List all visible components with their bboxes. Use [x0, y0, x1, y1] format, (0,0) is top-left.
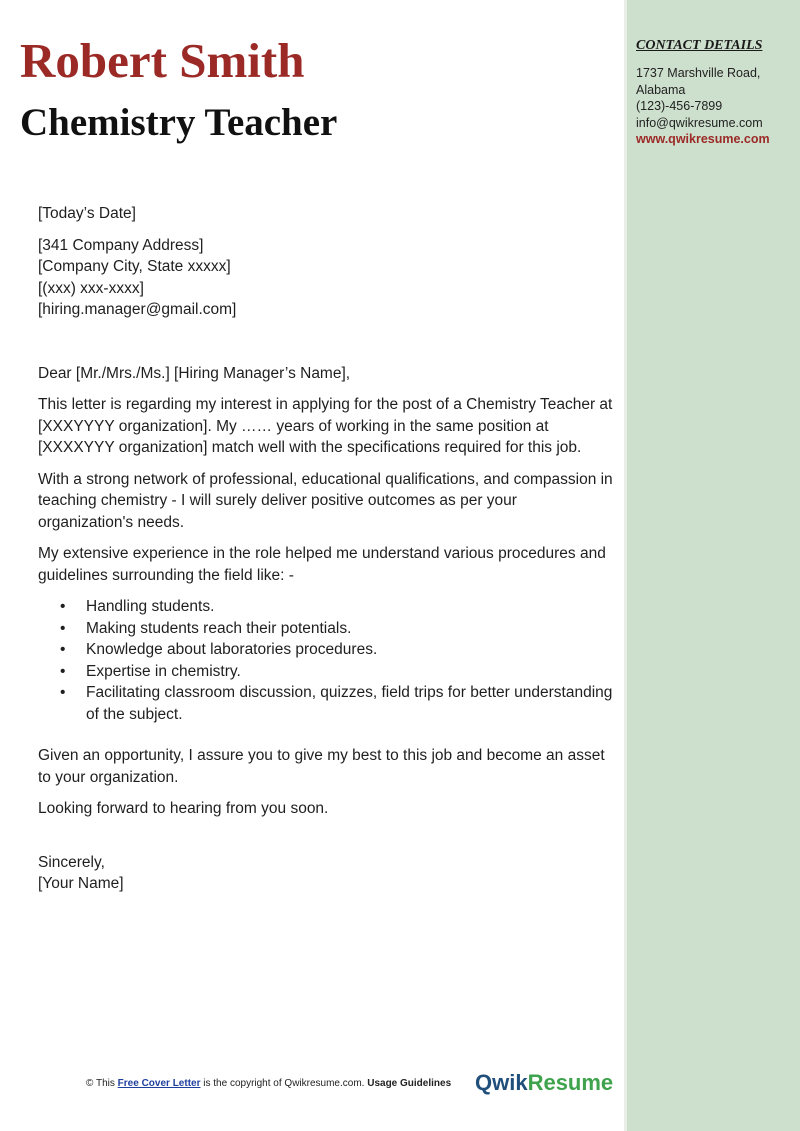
skills-list [38, 596, 613, 725]
list-item-text: Handling students. [86, 598, 215, 615]
letter-body [38, 203, 613, 895]
footer-copyright [86, 1078, 451, 1089]
bullet-icon: • [60, 641, 66, 658]
contact-sidebar [624, 0, 800, 1131]
signature-name: [Your Name] [38, 875, 124, 892]
free-cover-letter-link[interactable]: Free Cover Letter [117, 1078, 201, 1089]
contact-website[interactable]: www.qwikresume.com [636, 132, 770, 146]
paragraph-3: My extensive experience in the role helped me understand various procedures and guidelines surrounding the field like: - [38, 545, 606, 584]
logo-part-resume: Resume [527, 1070, 614, 1095]
salutation: Dear [Mr./Mrs./Ms.] [Hiring Manager’s Name], [38, 364, 351, 382]
company-address: [341 Company Address] [38, 236, 204, 254]
usage-guidelines-link[interactable]: Usage Guidelines [367, 1078, 452, 1089]
list-item-text: Expertise in chemistry. [86, 662, 241, 680]
qwikresume-logo [475, 1070, 613, 1096]
footer-text-middle: is the copyright of Qwikresume.com. [203, 1078, 365, 1089]
contact-phone: (123)-456-7899 [636, 99, 723, 113]
bullet-icon: • [60, 662, 66, 680]
copyright-icon: © [86, 1078, 94, 1089]
contact-details [636, 65, 796, 148]
list-item [38, 639, 613, 661]
list-item [38, 618, 613, 640]
list-item-text: Knowledge about laboratories procedures. [86, 641, 378, 658]
paragraph-4: Given an opportunity, I assure you to give my best to this job and become an asset to your organization. [38, 747, 605, 786]
bullet-icon: • [60, 598, 66, 615]
list-item [38, 596, 613, 618]
list-item [38, 661, 613, 683]
company-phone: [(xxx) xxx-xxxx] [38, 279, 144, 297]
footer-text-before: This [95, 1078, 115, 1089]
paragraph-1: This letter is regarding my interest in applying for the post of a Chemistry Teacher at [XXXYYYY organization]. My …… years of working in the same position at [XXXXYYY organization] match well with the specifications required for this job. [38, 396, 613, 456]
sign-off: Sincerely, [38, 853, 105, 871]
letter-date: [Today’s Date] [38, 205, 136, 222]
job-title: Chemistry Teacher [20, 101, 338, 144]
contact-details-heading: CONTACT DETAILS [636, 38, 763, 53]
paragraph-5: Looking forward to hearing from you soon. [38, 800, 329, 817]
applicant-name: Robert Smith [20, 33, 305, 88]
list-item-text: Facilitating classroom discussion, quizzes, field trips for better understanding of the subject. [86, 684, 613, 723]
closing [38, 852, 613, 895]
contact-address-line1: 1737 Marshville Road, [636, 66, 761, 80]
list-item [38, 682, 613, 725]
recipient-address [38, 235, 613, 321]
list-item-text: Making students reach their potentials. [86, 619, 352, 637]
contact-email[interactable]: info@qwikresume.com [636, 115, 763, 130]
bullet-icon: • [60, 619, 66, 637]
bullet-icon: • [60, 684, 66, 701]
company-email: [hiring.manager@gmail.com] [38, 301, 237, 318]
contact-address-line2: Alabama [636, 82, 686, 97]
paragraph-2: With a strong network of professional, educational qualifications, and compassion in teaching chemistry - I will surely deliver positive outcomes as per your organization's needs. [38, 470, 613, 531]
logo-part-qwik: Qwik [475, 1070, 528, 1095]
company-city: [Company City, State xxxxx] [38, 258, 231, 275]
